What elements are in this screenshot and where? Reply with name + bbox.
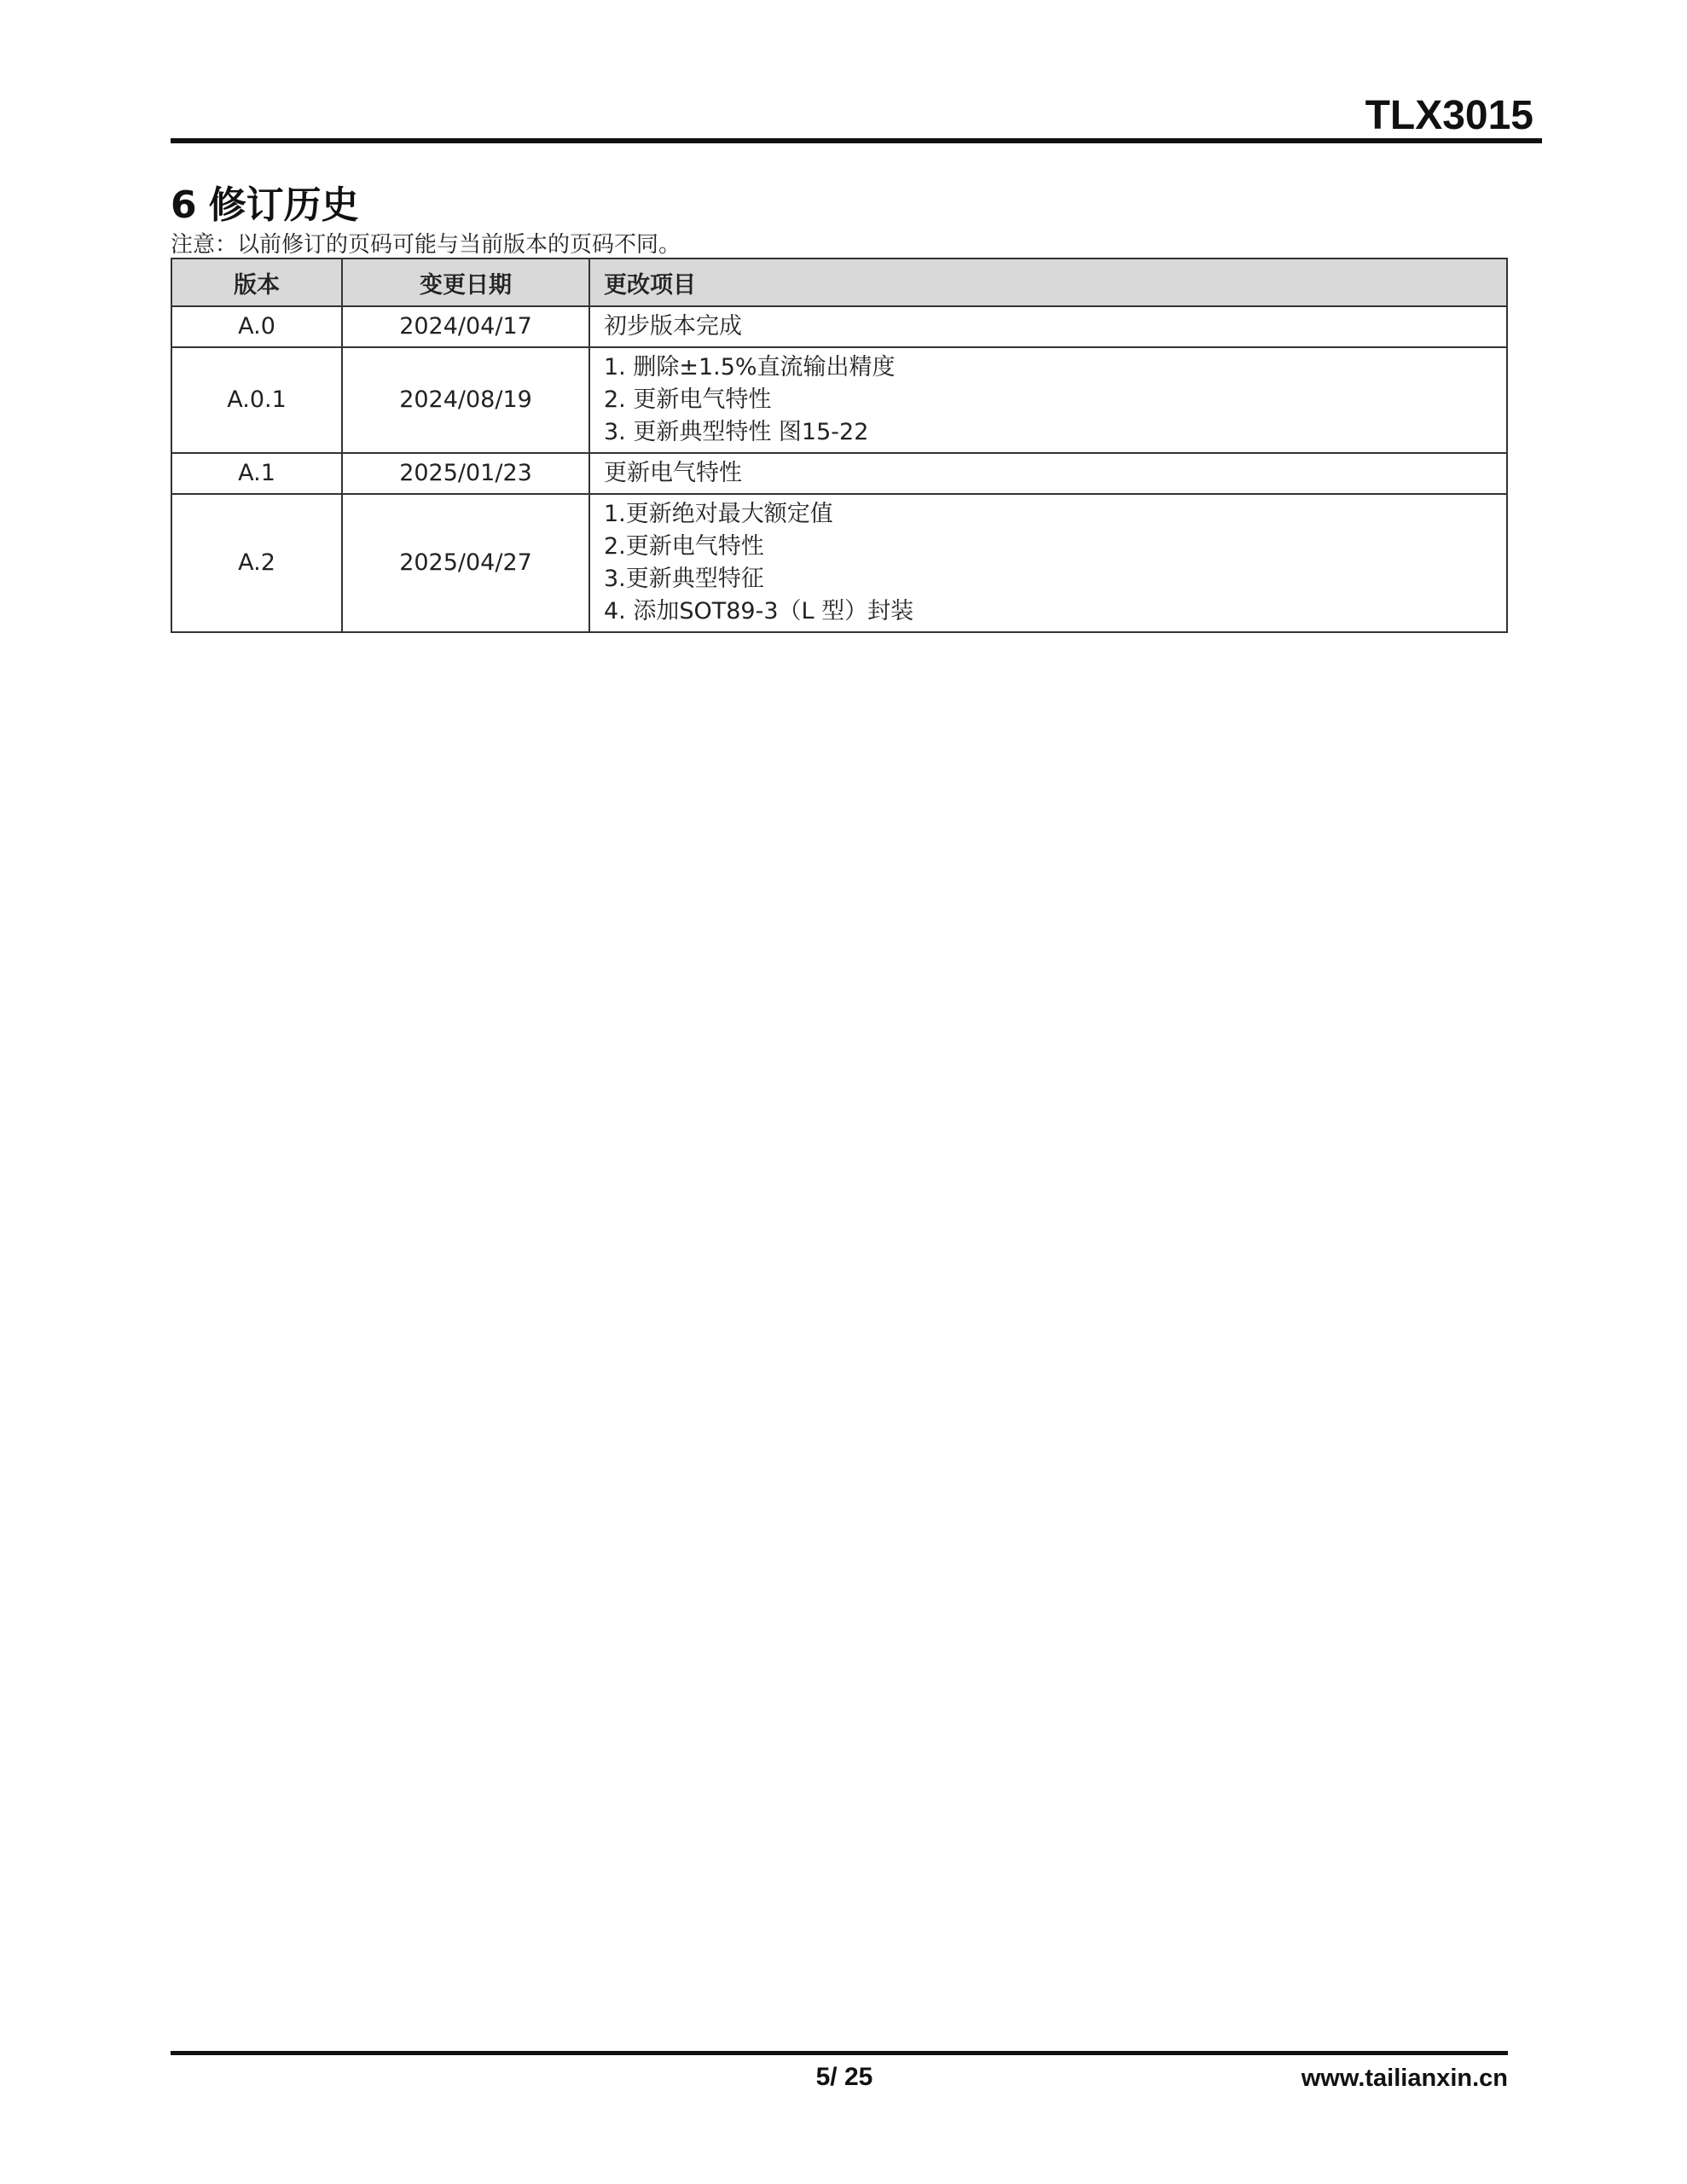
row-date: 2024/08/19	[342, 347, 589, 453]
change-item: 3. 更新典型特性 图15-22	[604, 419, 869, 445]
row-version: A.2	[171, 494, 342, 632]
header-changes: 更改项目	[589, 258, 1507, 306]
section-number: 6	[171, 183, 197, 227]
change-item: 初步版本完成	[604, 313, 742, 340]
row-version: A.1	[171, 453, 342, 494]
table-row	[171, 347, 1507, 453]
document-title: TLX3015	[1365, 93, 1533, 138]
row-changes	[589, 306, 1507, 347]
row-changes	[589, 494, 1507, 632]
row-changes	[589, 453, 1507, 494]
row-version: A.0.1	[171, 347, 342, 453]
page-number: 5/ 25	[815, 2063, 873, 2091]
section-title: 修订历史	[208, 183, 359, 227]
table-header-row	[171, 258, 1507, 306]
change-item: 2.更新电气特性	[604, 533, 764, 560]
header-rule	[171, 138, 1542, 143]
change-item: 1.更新绝对最大额定值	[604, 501, 833, 527]
row-version: A.0	[171, 306, 342, 347]
change-item: 1. 删除±1.5%直流输出精度	[604, 354, 896, 380]
header-date: 变更日期	[342, 258, 589, 306]
table-row	[171, 306, 1507, 347]
revision-history-table	[171, 258, 1508, 633]
row-date: 2025/01/23	[342, 453, 589, 494]
section-heading	[171, 174, 359, 229]
row-date: 2024/04/17	[342, 306, 589, 347]
table-row	[171, 453, 1507, 494]
revision-note: 注意：以前修订的页码可能与当前版本的页码不同。	[171, 232, 681, 258]
footer-rule	[171, 2051, 1508, 2055]
change-item: 4. 添加SOT89-3（L 型）封装	[604, 598, 914, 624]
website-url: www.tailianxin.cn	[1301, 2065, 1508, 2092]
row-changes	[589, 347, 1507, 453]
change-item: 3.更新典型特征	[604, 566, 764, 592]
table-row	[171, 494, 1507, 632]
header-version: 版本	[171, 258, 342, 306]
row-date: 2025/04/27	[342, 494, 589, 632]
change-item: 更新电气特性	[604, 460, 742, 486]
change-item: 2. 更新电气特性	[604, 386, 772, 413]
